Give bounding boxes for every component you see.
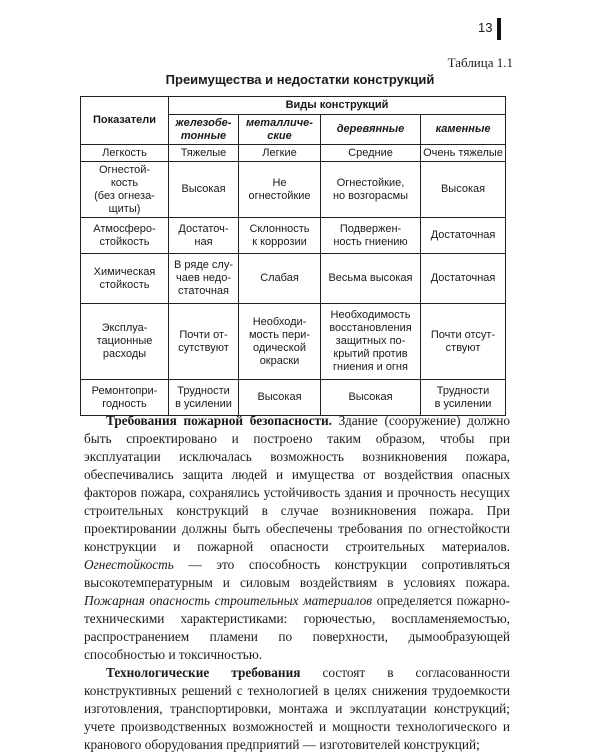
table-row	[81, 145, 506, 162]
constructions-table	[80, 96, 506, 416]
row-indicator: Атмосферо- стойкость	[81, 218, 169, 254]
header-indicators: Показатели	[81, 97, 169, 145]
table-row	[81, 254, 506, 304]
table-cell: Средние	[321, 145, 421, 162]
table-label: Таблица 1.1	[447, 55, 513, 70]
table-cell: Высокая	[169, 162, 239, 218]
table-cell: Необходи- мость пери- одической окраски	[239, 304, 321, 380]
table-cell: Огнестойкие, но возгорасмы	[321, 162, 421, 218]
table-cell: Почти отсут- ствуют	[421, 304, 506, 380]
table-cell: Почти от- сутствуют	[169, 304, 239, 380]
term-fire-resistance: Огнестойкость	[84, 557, 174, 572]
heading-technological: Технологические требования	[106, 665, 301, 680]
page-number-bar	[497, 18, 501, 40]
paragraph-fire-safety	[84, 412, 510, 664]
row-indicator: Легкость	[81, 145, 169, 162]
table-cell: Высокая	[421, 162, 506, 218]
table-cell: Подвержен- ность гниению	[321, 218, 421, 254]
paragraph-text: определяется пожарно-техническими характеристиками: горючестью, воспламеняемостью, распространением пламени по поверхности, дымообразующей способностью и токсичностью.	[84, 593, 510, 662]
table-cell: Тяжелые	[169, 145, 239, 162]
table-row	[81, 304, 506, 380]
paragraph-text: Здание (сооружение) должно быть спроектировано и построено таким образом, чтобы при эксплуатации исключалась возможность возникновения пожара, обеспечивались защита людей и имущества от воздействия опасных факторов пожара, сохранялись устойчивость здания и прочность несущих строительных конструкций в случае возникновения пожара. При проектировании должны быть обеспечены требования по огнестойкости конструкции и пожарной опасности строительных материалов.	[84, 413, 510, 554]
table-cell: Склонность к коррозии	[239, 218, 321, 254]
row-indicator: Эксплуа- тационные расходы	[81, 304, 169, 380]
table-cell: Слабая	[239, 254, 321, 304]
header-stone: каменные	[421, 115, 506, 145]
paragraph-text: состоят в согласованности конструктивных решений с технологией в целях снижения трудоемкости изготовления, транспортировки, монтажа и эксплуатации конструкций; учете производственных возможностей и мощности технологического и кранового оборудования предприятий — изготовителей конструкций;	[84, 665, 510, 752]
table-row	[81, 218, 506, 254]
table-row	[81, 162, 506, 218]
paragraph-technological	[84, 664, 510, 754]
table-title: Преимущества и недостатки конструкций	[165, 72, 435, 87]
table-cell: Достаточ- ная	[169, 218, 239, 254]
table-cell: Трудности в усилении	[421, 380, 506, 416]
header-reinforced-concrete: железобе- тонные	[169, 115, 239, 145]
table-cell: Достаточная	[421, 218, 506, 254]
table-cell: Высокая	[321, 380, 421, 416]
header-metal: металличе- ские	[239, 115, 321, 145]
table-row	[81, 380, 506, 416]
paragraph-text: — это способность конструкции сопротивляться высокотемпературным и силовым воздействиям в условиях пожара.	[84, 557, 510, 590]
row-indicator: Химическая стойкость	[81, 254, 169, 304]
table-cell: Очень тяжелые	[421, 145, 506, 162]
page-number: 13	[478, 20, 493, 35]
table-cell: Высокая	[239, 380, 321, 416]
header-construction-types: Виды конструкций	[169, 97, 506, 115]
table-cell: Достаточная	[421, 254, 506, 304]
row-indicator: Огнестой- кость (без огнеза- щиты)	[81, 162, 169, 218]
table-cell: Легкие	[239, 145, 321, 162]
table-cell: В ряде слу- чаев недо- статочная	[169, 254, 239, 304]
heading-fire-safety: Требования пожарной безопасности.	[106, 413, 332, 428]
body-text	[84, 412, 510, 754]
table-cell: Необходимость восстановления защитных по- крытий против гниения и огня	[321, 304, 421, 380]
table-cell: Весьма высокая	[321, 254, 421, 304]
table-cell: Не огнестойкие	[239, 162, 321, 218]
row-indicator: Ремонтопри- годность	[81, 380, 169, 416]
header-wooden: деревянные	[321, 115, 421, 145]
term-fire-hazard: Пожарная опасность строительных материалов	[84, 593, 373, 608]
table-cell: Трудности в усилении	[169, 380, 239, 416]
